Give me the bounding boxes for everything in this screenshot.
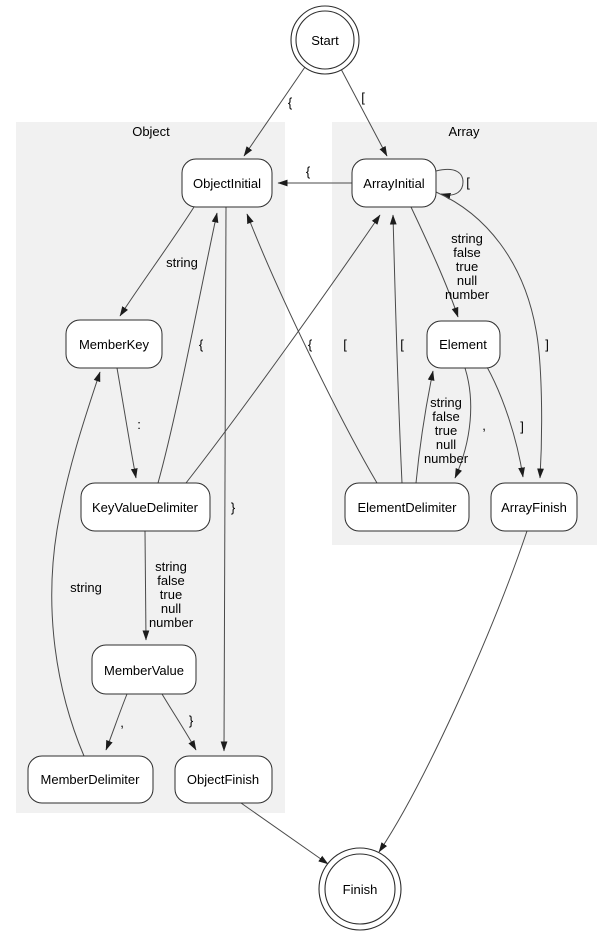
node-array-finish <box>491 483 577 531</box>
edge-label-element-to-element-delimiter: , <box>482 418 486 433</box>
svg-text:null: null <box>160 601 182 616</box>
edge-label-object-initial-to-object-finish: } <box>230 500 236 515</box>
svg-text:null: null <box>456 273 478 288</box>
node-start <box>291 6 359 74</box>
node-member-delimiter-label: MemberDelimiter <box>40 772 140 787</box>
cluster-object <box>16 122 285 813</box>
svg-text:string: string <box>155 559 187 574</box>
node-member-key <box>66 320 162 368</box>
node-finish-label: Finish <box>342 882 378 897</box>
edge-label-array-initial-to-array-finish: ] <box>545 337 549 352</box>
edge-label-array-initial-self-loop: [ <box>466 175 470 190</box>
svg-text:true: true <box>159 587 183 602</box>
svg-text:number: number <box>444 287 490 302</box>
cluster-object-label: Object <box>132 124 170 139</box>
edge-label-member-value-to-object-finish: } <box>188 713 194 728</box>
svg-text:null: null <box>435 437 457 452</box>
edge-array-finish-to-finish <box>379 531 527 852</box>
node-object-finish <box>175 756 272 803</box>
svg-text:number: number <box>148 615 194 630</box>
node-key-value-delimiter <box>81 483 210 531</box>
svg-text:true: true <box>455 259 479 274</box>
node-array-finish-label: ArrayFinish <box>501 500 567 515</box>
node-element-delimiter-label: ElementDelimiter <box>357 500 457 515</box>
cluster-object-background <box>16 122 285 813</box>
edge-label-start-to-array-initial: [ <box>361 90 365 105</box>
node-member-value-label: MemberValue <box>104 663 184 678</box>
node-member-value <box>92 645 196 694</box>
edge-label-element-delimiter-to-array-initial: [ <box>400 337 404 352</box>
svg-text:string: string <box>451 231 483 246</box>
svg-text:number: number <box>423 451 469 466</box>
node-finish <box>319 848 401 930</box>
node-element-delimiter <box>345 483 469 531</box>
svg-text:true: true <box>434 423 458 438</box>
edge-label-key-value-delimiter-to-object-initial: { <box>198 337 204 352</box>
node-key-value-delimiter-label: KeyValueDelimiter <box>92 500 198 515</box>
svg-text:false: false <box>157 573 185 588</box>
node-start-label: Start <box>311 33 339 48</box>
edge-label-object-initial-to-member-key: string <box>166 255 198 270</box>
node-element-label: Element <box>439 337 487 352</box>
edge-label-element-delimiter-to-object-initial: { <box>307 337 313 352</box>
edge-label-element-to-array-finish: ] <box>520 419 524 434</box>
node-array-initial-label: ArrayInitial <box>363 176 425 191</box>
svg-text:false: false <box>432 409 460 424</box>
edge-label-member-key-to-key-value-delimiter: : <box>137 417 141 432</box>
node-element <box>427 321 500 368</box>
node-member-delimiter <box>28 756 153 803</box>
edge-label-member-delimiter-to-member-key: string <box>70 580 102 595</box>
svg-text:false: false <box>453 245 481 260</box>
edge-label-key-value-delimiter-to-array-initial: [ <box>343 337 347 352</box>
cluster-array-label: Array <box>448 124 480 139</box>
node-object-initial <box>182 159 272 207</box>
node-object-initial-label: ObjectInitial <box>193 176 261 191</box>
edge-label-member-value-to-member-delimiter: , <box>120 715 124 730</box>
node-object-finish-label: ObjectFinish <box>186 772 260 787</box>
svg-text:string: string <box>430 395 462 410</box>
node-array-initial <box>352 159 436 207</box>
edge-label-start-to-object-initial: { <box>287 95 293 110</box>
edge-label-array-initial-to-object-initial: { <box>305 164 311 179</box>
node-member-key-label: MemberKey <box>78 337 150 352</box>
